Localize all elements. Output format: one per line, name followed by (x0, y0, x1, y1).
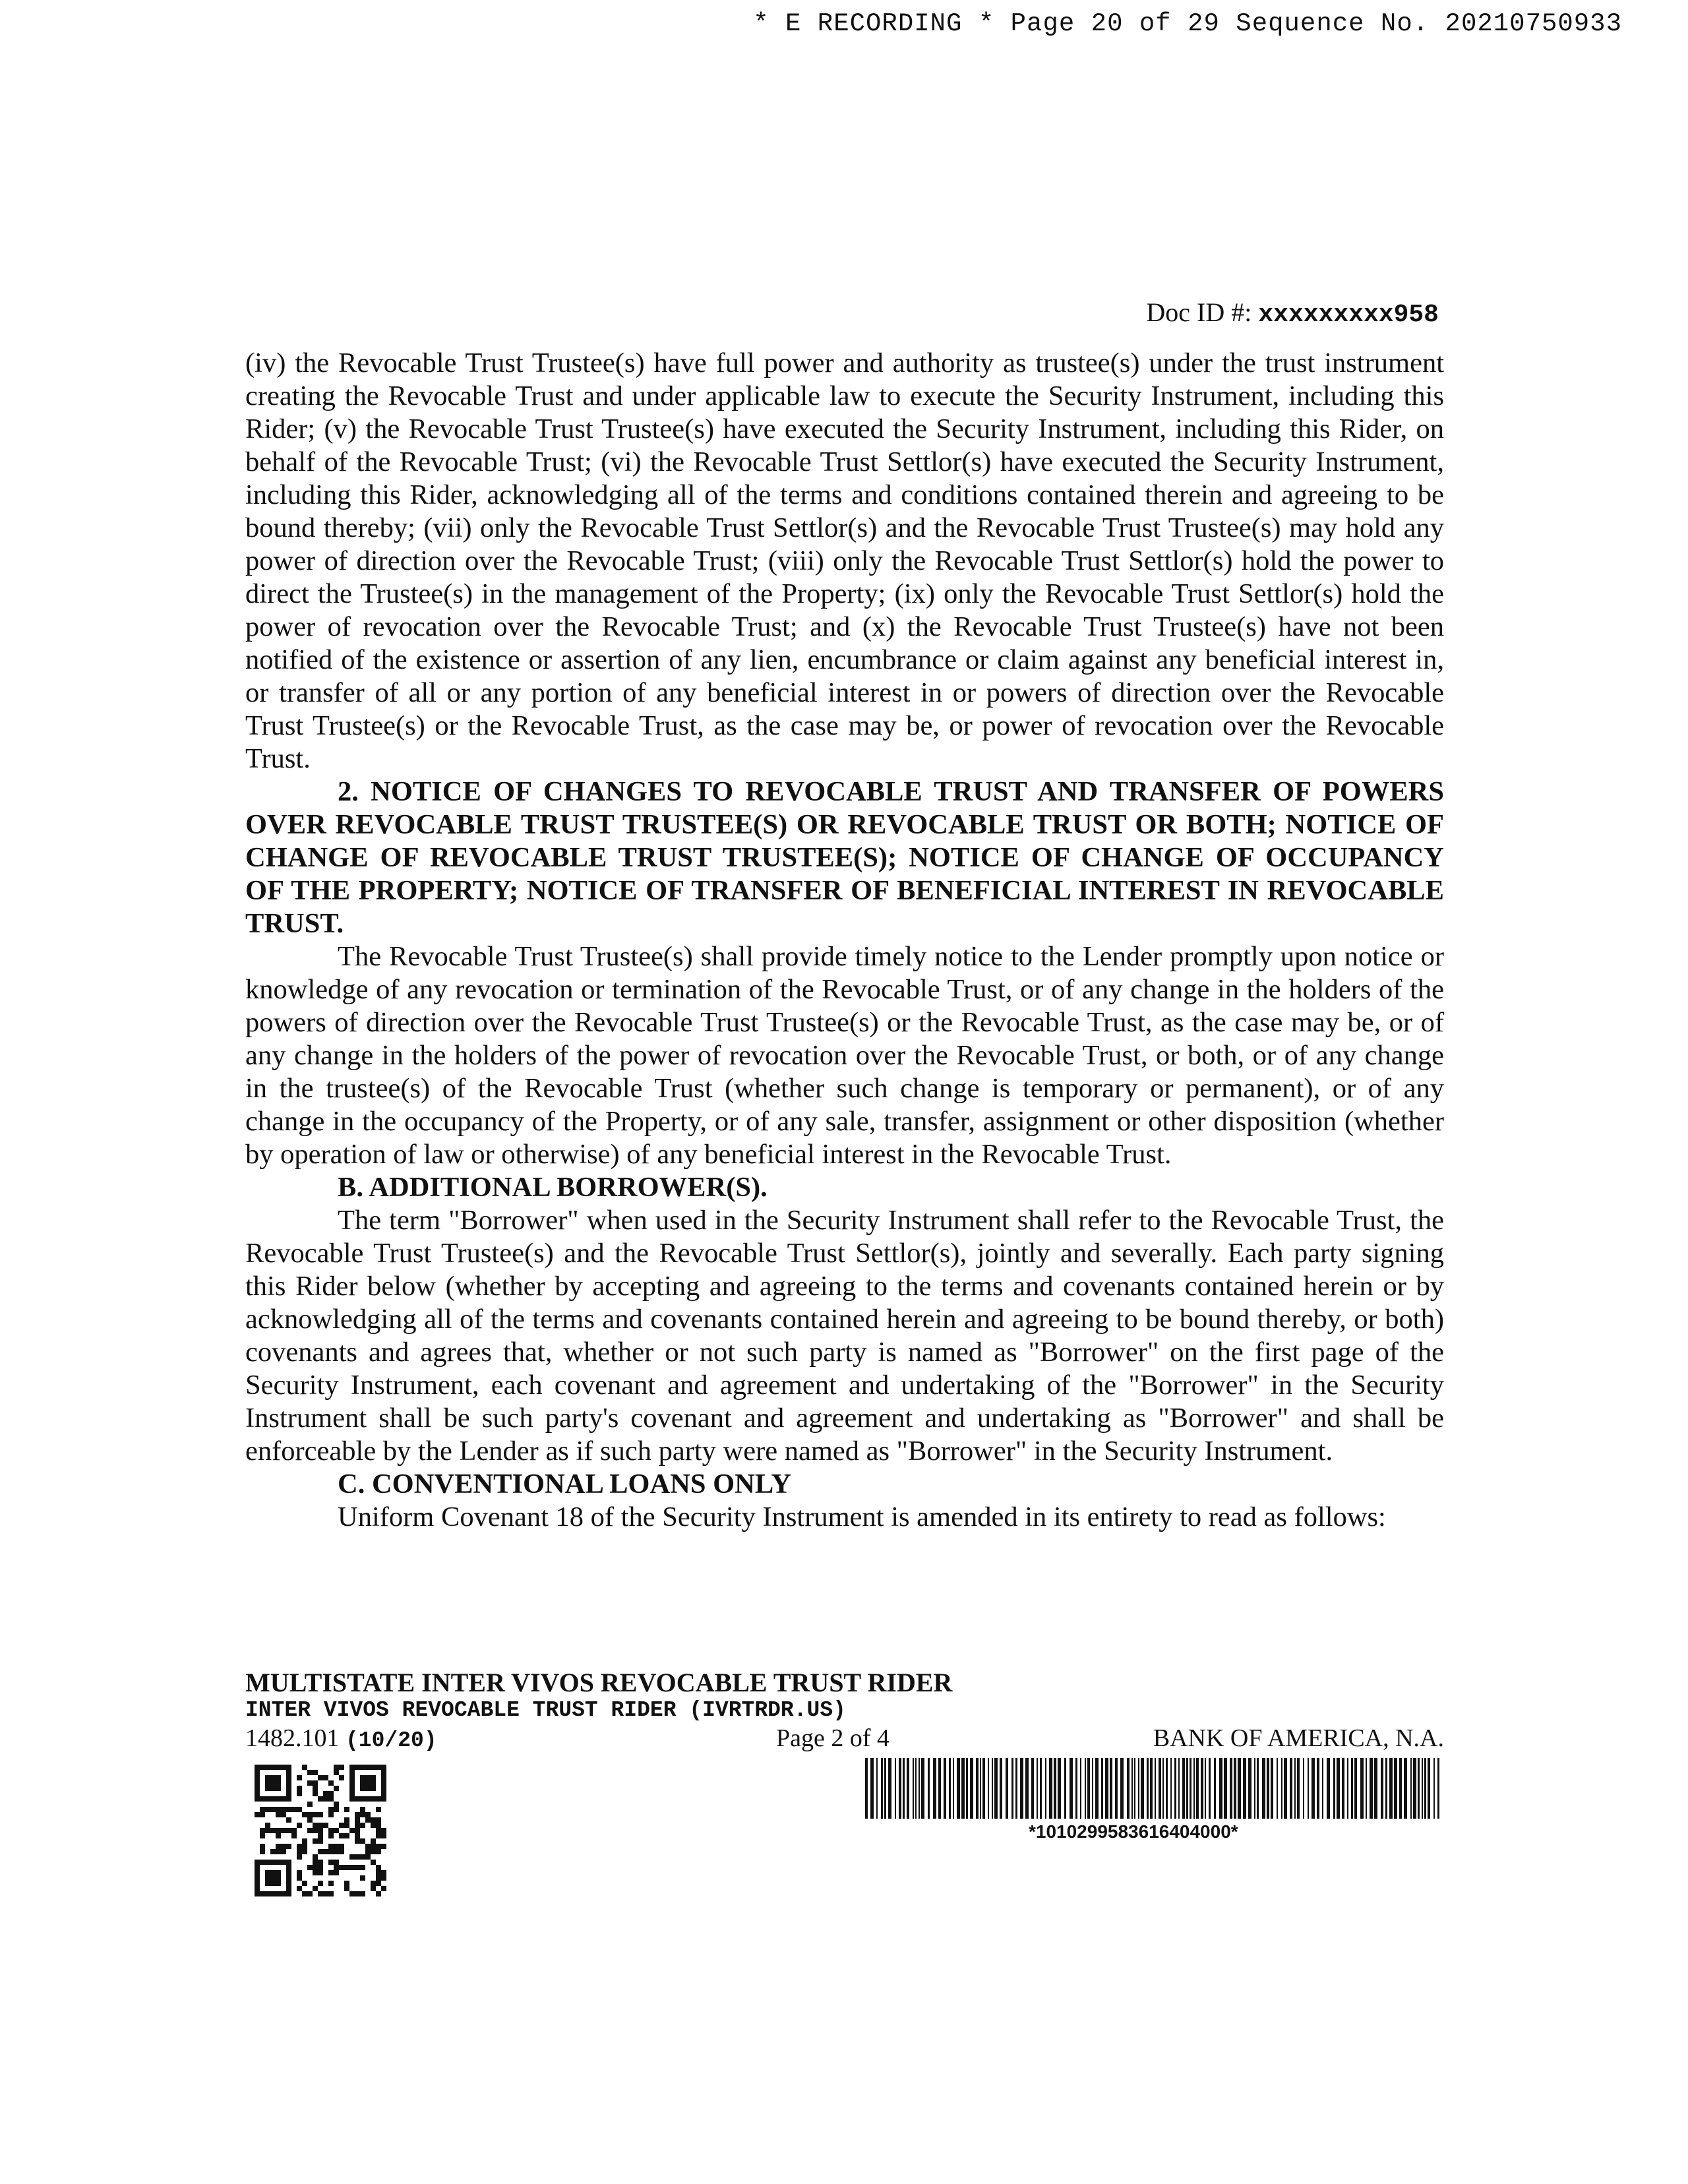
section-b-heading: B. ADDITIONAL BORROWER(S). (338, 1172, 768, 1203)
section-2-heading: 2. NOTICE OF CHANGES TO REVOCABLE TRUST AND TRANSFER OF POWERS OVER REVOCABLE TRUST TRUSTEE(S) OR REVOCABLE TRUST OR BOTH; NOTICE OF CHANGE OF REVOCABLE TRUST TRUSTEE(S); NOTICE OF CHANGE OF OCCUPANCY OF THE PROPERTY; NOTICE OF TRANSFER OF BENEFICIAL INTEREST IN REVOCABLE TRUST. (245, 776, 1444, 939)
page-number: Page 2 of 4 (776, 1724, 890, 1752)
footer-form-id (245, 1724, 437, 1753)
section-b-text: The term "Borrower" when used in the Security Instrument shall refer to the Revocable Trust, the Revocable Trust Trustee(s) and the Revocable Trust Settlor(s), jointly and severally. Each party signing this Rider below (whether by accepting and agreeing to the terms and covenants contained herein or by acknowledging all of the terms and covenants contained herein and agreeing to be bound thereby, or both) covenants and agrees that, whether or not such party is named as "Borrower" on the first page of the Security Instrument, each covenant and agreement and undertaking of the "Borrower" in the Security Instrument shall be such party's covenant and agreement and undertaking as "Borrower" and shall be enforceable by the Lender as if such party were named as "Borrower" in the Security Instrument. (245, 1205, 1444, 1467)
form-date: (10/20) (346, 1728, 437, 1753)
doc-id-label: Doc ID #: (1146, 297, 1259, 327)
paragraph-1: (iv) the Revocable Trust Trustee(s) have full power and authority as trustee(s) under the trust instrument creating the Revocable Trust and under applicable law to execute the Security Instrument, including this Rider; (v) the Revocable Trust Trustee(s) have executed the Security Instrument, including this Rider, on behalf of the Revocable Trust; (vi) the Revocable Trust Settlor(s) have executed the Security Instrument, including this Rider, acknowledging all of the terms and conditions contained therein and agreeing to be bound thereby; (vii) only the Revocable Trust Settlor(s) and the Revocable Trust Trustee(s) may hold any power of direction over the Revocable Trust; (viii) only the Revocable Trust Settlor(s) hold the power to direct the Trustee(s) in the management of the Property; (ix) only the Revocable Trust Settlor(s) hold the power of revocation over the Revocable Trust; and (x) the Revocable Trust Trustee(s) have not been notified of the existence or assertion of any lien, encumbrance or claim against any beneficial interest in, or transfer of all or any portion of any beneficial interest in or powers of direction over the Revocable Trust Trustee(s) or the Revocable Trust, as the case may be, or power of revocation over the Revocable Trust. (245, 348, 1444, 774)
footer-row (245, 1724, 1444, 1754)
barcode-icon (865, 1758, 1443, 1819)
section-c-text: Uniform Covenant 18 of the Security Instrument is amended in its entirety to read as follows: (338, 1502, 1386, 1532)
footer-title: MULTISTATE INTER VIVOS REVOCABLE TRUST RIDER (245, 1668, 953, 1697)
section-c-heading: C. CONVENTIONAL LOANS ONLY (338, 1469, 792, 1500)
form-footer (245, 1668, 1444, 1754)
document-body (245, 347, 1444, 1534)
section-2-text: The Revocable Trust Trustee(s) shall provide timely notice to the Lender promptly upon notice or knowledge of any revocation or termination of the Revocable Trust, or of any change in the holders of the powers of direction over the Revocable Trust Trustee(s) or the Revocable Trust, as the case may be, or of any change in the holders of the power of revocation over the Revocable Trust, or both, or of any change in the trustee(s) of the Revocable Trust (whether such change is temporary or permanent), or of any change in the occupancy of the Property, or of any sale, transfer, assignment or other disposition (whether by operation of law or otherwise) of any beneficial interest in the Revocable Trust. (245, 941, 1444, 1170)
qr-code-icon (255, 1765, 386, 1896)
bank-name: BANK OF AMERICA, N.A. (1153, 1724, 1444, 1752)
doc-id (1146, 297, 1439, 329)
footer-subtitle: INTER VIVOS REVOCABLE TRUST RIDER (IVRTRDR.US) (245, 1698, 846, 1722)
recording-header: * E RECORDING * Page 20 of 29 Sequence No. 20210750933 (753, 9, 1622, 38)
form-number: 1482.101 (245, 1724, 340, 1752)
doc-id-value: xxxxxxxxx958 (1258, 301, 1439, 329)
barcode-number: *1010299583616404000* (1029, 1821, 1238, 1842)
